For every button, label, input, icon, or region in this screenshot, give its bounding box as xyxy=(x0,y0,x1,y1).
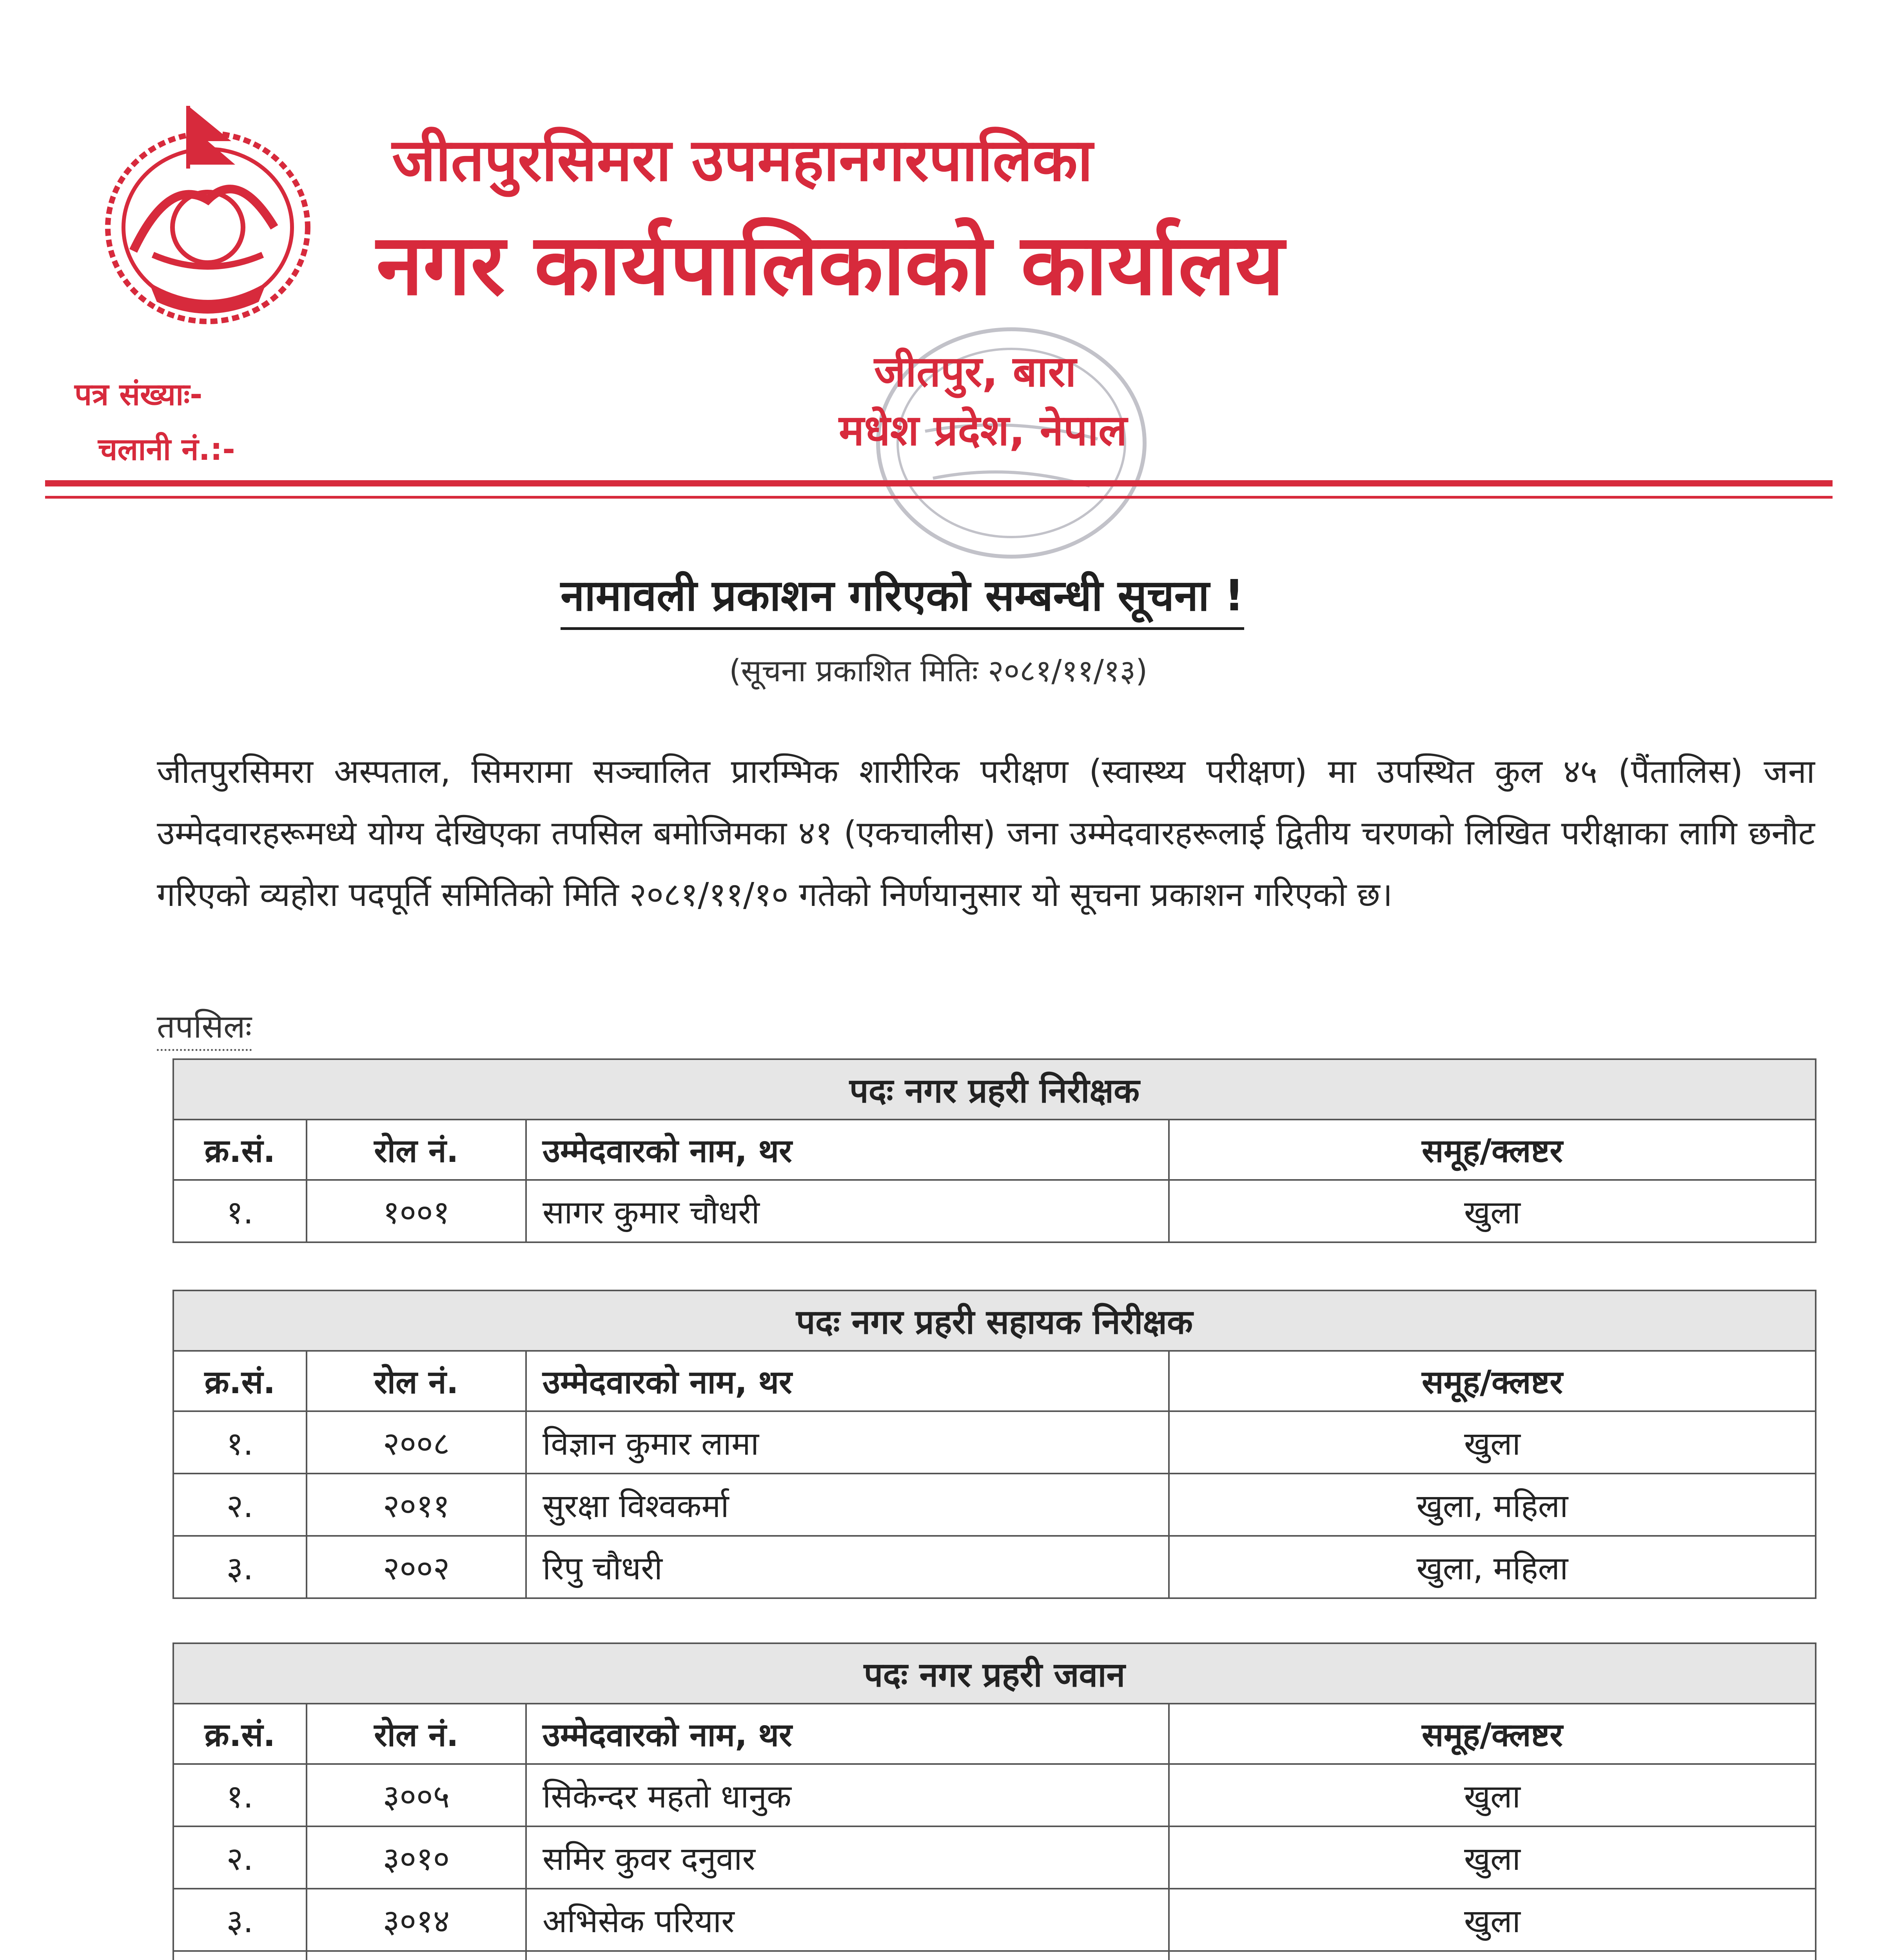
notice-title: नामावली प्रकाशन गरिएको सम्बन्धी सूचना ! xyxy=(561,564,1244,630)
table-row xyxy=(173,1826,1816,1889)
cell-name: सिकेन्दर महतो धानुक xyxy=(526,1764,1169,1826)
cell-name xyxy=(526,1951,1169,1960)
col-header-cluster: समूह/क्लष्टर xyxy=(1169,1120,1816,1180)
table-header-row xyxy=(173,1351,1816,1411)
cell-roll: २०११ xyxy=(307,1474,526,1536)
office-name: नगर कार्यपालिकाको कार्यालय xyxy=(376,216,1285,314)
col-header-sn: क्र.सं. xyxy=(173,1351,307,1411)
cell-name: रिपु चौधरी xyxy=(526,1536,1169,1598)
municipality-name: जीतपुरसिमरा उपमहानगरपालिका xyxy=(392,126,1093,194)
table-row xyxy=(173,1474,1816,1536)
cell-cluster: खुला xyxy=(1169,1411,1816,1474)
cell-cluster: खुला xyxy=(1169,1826,1816,1889)
col-header-name: उम्मेदवारको नाम, थर xyxy=(526,1351,1169,1411)
cell-roll: ३००५ xyxy=(307,1764,526,1826)
cell-name: समिर कुवर दनुवार xyxy=(526,1826,1169,1889)
col-header-roll: रोल नं. xyxy=(307,1351,526,1411)
candidate-table-inspector xyxy=(172,1058,1816,1243)
cell-sn: ३. xyxy=(173,1536,307,1598)
cell-name: सागर कुमार चौधरी xyxy=(526,1180,1169,1242)
post-title: पदः नगर प्रहरी सहायक निरीक्षक xyxy=(173,1290,1816,1351)
cell-sn xyxy=(173,1951,307,1960)
notice-published-date: (सूचना प्रकाशित मितिः २०८१/११/१३) xyxy=(729,653,1148,689)
cell-sn: २. xyxy=(173,1826,307,1889)
cell-sn: १. xyxy=(173,1411,307,1474)
cell-cluster: खुला, महिला xyxy=(1169,1474,1816,1536)
cell-roll: २००८ xyxy=(307,1411,526,1474)
details-label: तपसिलः xyxy=(157,1004,252,1051)
table-row xyxy=(173,1889,1816,1951)
cell-roll: ३०१० xyxy=(307,1826,526,1889)
cell-name: अभिसेक परियार xyxy=(526,1889,1169,1951)
cell-sn: १. xyxy=(173,1764,307,1826)
cell-cluster: खुला, महिला xyxy=(1169,1536,1816,1598)
col-header-cluster: समूह/क्लष्टर xyxy=(1169,1704,1816,1764)
notice-body: जीतपुरसिमरा अस्पताल, सिमरामा सञ्चालित प्रारम्भिक शारीरिक परीक्षण (स्वास्थ्य परीक्षण) मा उपस्थित कुल ४५ (पैंतालिस) जना उम्मेदवारहरूमध्ये योग्य देखिएका तपसिल बमोजिमका ४१ (एकचालीस) जना उम्मेदवारहरूलाई द्वितीय चरणको लिखित परीक्षाका लागि छनौट गरिएको व्यहोरा पदपूर्ति समितिको मिति २०८१/११/१० गतेको निर्णयानुसार यो सूचना प्रकाशन गरिएको छ। xyxy=(157,752,1815,914)
address-province: मधेश प्रदेश, नेपाल xyxy=(839,406,1127,455)
post-title: पदः नगर प्रहरी निरीक्षक xyxy=(173,1059,1816,1120)
candidate-table-police-constable xyxy=(172,1642,1816,1960)
nepal-emblem-icon xyxy=(90,98,325,333)
cell-roll xyxy=(307,1951,526,1960)
table-header-row xyxy=(173,1120,1816,1180)
letter-number-label: पत्र संख्याः- xyxy=(74,377,203,412)
col-header-sn: क्र.सं. xyxy=(173,1704,307,1764)
table-row xyxy=(173,1411,1816,1474)
col-header-name: उम्मेदवारको नाम, थर xyxy=(526,1120,1169,1180)
col-header-roll: रोल नं. xyxy=(307,1120,526,1180)
cell-cluster: खुला xyxy=(1169,1180,1816,1242)
post-title: पदः नगर प्रहरी जवान xyxy=(173,1643,1816,1704)
table-row xyxy=(173,1951,1816,1960)
col-header-name: उम्मेदवारको नाम, थर xyxy=(526,1704,1169,1764)
cell-name: विज्ञान कुमार लामा xyxy=(526,1411,1169,1474)
cell-sn: ३. xyxy=(173,1889,307,1951)
cell-roll: २००२ xyxy=(307,1536,526,1598)
dispatch-number-label: चलानी नं.:- xyxy=(98,432,235,467)
cell-roll: ३०१४ xyxy=(307,1889,526,1951)
cell-roll: १००१ xyxy=(307,1180,526,1242)
header-divider-thick xyxy=(45,480,1833,486)
cell-sn: १. xyxy=(173,1180,307,1242)
cell-cluster: खुला xyxy=(1169,1764,1816,1826)
candidate-table-assistant-inspector xyxy=(172,1290,1816,1599)
table-row xyxy=(173,1180,1816,1242)
col-header-roll: रोल नं. xyxy=(307,1704,526,1764)
cell-sn: २. xyxy=(173,1474,307,1536)
address-city: जीतपुर, बारा xyxy=(874,347,1076,396)
cell-name: सुरक्षा विश्वकर्मा xyxy=(526,1474,1169,1536)
col-header-sn: क्र.सं. xyxy=(173,1120,307,1180)
cell-cluster: खुला xyxy=(1169,1889,1816,1951)
table-row xyxy=(173,1764,1816,1826)
header-divider-thin xyxy=(45,496,1833,499)
col-header-cluster: समूह/क्लष्टर xyxy=(1169,1351,1816,1411)
cell-cluster xyxy=(1169,1951,1816,1960)
table-row xyxy=(173,1536,1816,1598)
table-header-row xyxy=(173,1704,1816,1764)
